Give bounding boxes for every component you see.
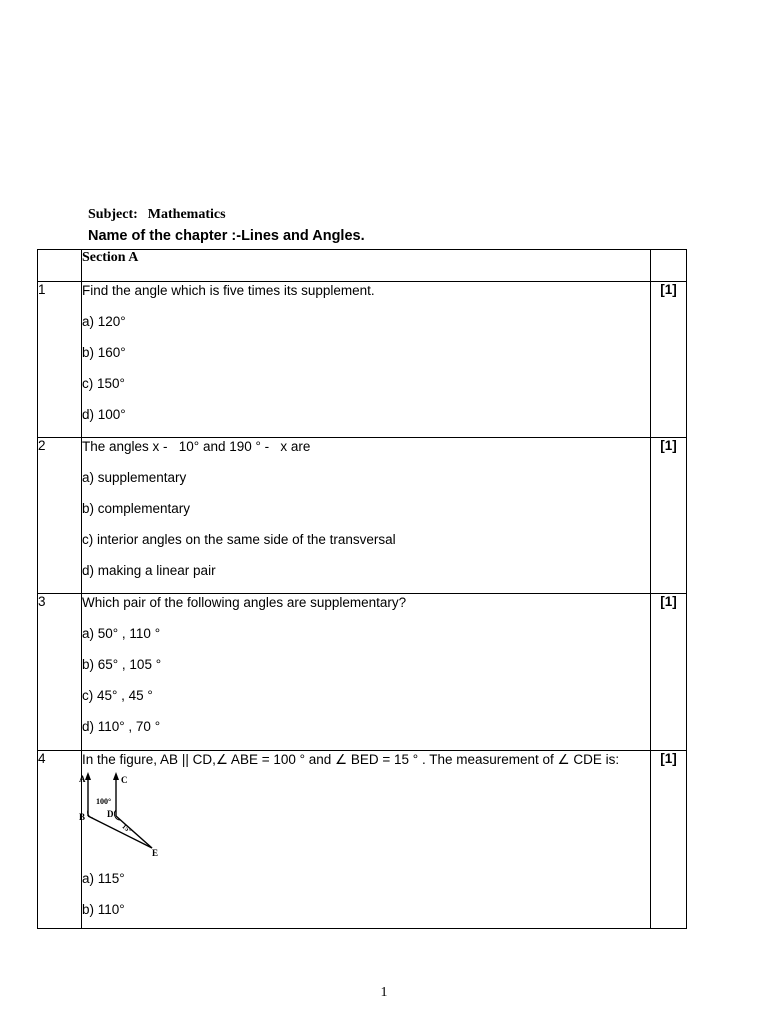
option: b) complementary <box>82 501 191 516</box>
option: d) 100° <box>82 407 126 422</box>
option: a) 50° , 110 ° <box>82 626 161 641</box>
question-marks: [1] <box>651 282 687 438</box>
option: c) 45° , 45 ° <box>82 688 153 703</box>
page-number: 1 <box>380 985 388 1000</box>
angle-figure <box>79 770 650 862</box>
question-marks: [1] <box>651 751 687 929</box>
option: a) 115° <box>82 871 125 886</box>
section-row <box>38 250 687 282</box>
question-marks: [1] <box>651 594 687 751</box>
section-mark-cell <box>651 250 687 282</box>
option: a) supplementary <box>82 470 187 485</box>
option: b) 65° , 105 ° <box>82 657 162 672</box>
option: c) interior angles on the same side of the transversal <box>82 532 396 547</box>
question-number: 4 <box>38 751 82 929</box>
option: a) 120° <box>82 314 126 329</box>
option: d) making a linear pair <box>82 563 216 578</box>
arrow-up-icon <box>85 772 91 780</box>
subject-label: Subject: <box>88 207 138 222</box>
label-d: D <box>107 809 114 819</box>
arrow-up-icon <box>113 772 119 780</box>
option: c) 150° <box>82 376 125 391</box>
question-marks: [1] <box>651 438 687 594</box>
question-table <box>37 249 687 929</box>
line-be <box>88 816 152 848</box>
question-number: 2 <box>38 438 82 594</box>
chapter-title: Name of the chapter :-Lines and Angles. <box>88 228 365 244</box>
section-title: Section A <box>82 250 651 282</box>
label-angle-15: 15° <box>120 822 134 835</box>
question-body <box>79 751 651 929</box>
question-number: 1 <box>38 282 82 438</box>
option: d) 110° , 70 ° <box>82 719 161 734</box>
question-body <box>82 438 651 594</box>
question-row-4 <box>38 751 687 929</box>
question-body <box>82 282 651 438</box>
question-text: Find the angle which is five times its supplement. <box>82 283 375 298</box>
subject-line <box>88 207 226 223</box>
question-row-2 <box>38 438 687 594</box>
label-e: E <box>152 848 159 858</box>
question-body <box>82 594 651 751</box>
label-a: A <box>79 774 86 784</box>
question-text: In the figure, AB || CD,∠ ABE = 100 ° and ∠ BED = 15 ° . The measurement of ∠ CDE is: <box>82 752 620 767</box>
parallel-lines-diagram <box>79 770 172 860</box>
section-num-cell <box>38 250 82 282</box>
label-b: B <box>79 812 86 822</box>
question-number: 3 <box>38 594 82 751</box>
option: b) 110° <box>82 902 125 917</box>
question-row-3 <box>38 594 687 751</box>
question-text: The angles x - 10° and 190 ° - x are <box>82 439 311 454</box>
label-c: C <box>121 775 128 785</box>
subject-value: Mathematics <box>147 207 226 222</box>
option: b) 160° <box>82 345 126 360</box>
label-angle-100: 100° <box>96 797 112 806</box>
question-text: Which pair of the following angles are supplementary? <box>82 595 407 610</box>
question-row-1 <box>38 282 687 438</box>
